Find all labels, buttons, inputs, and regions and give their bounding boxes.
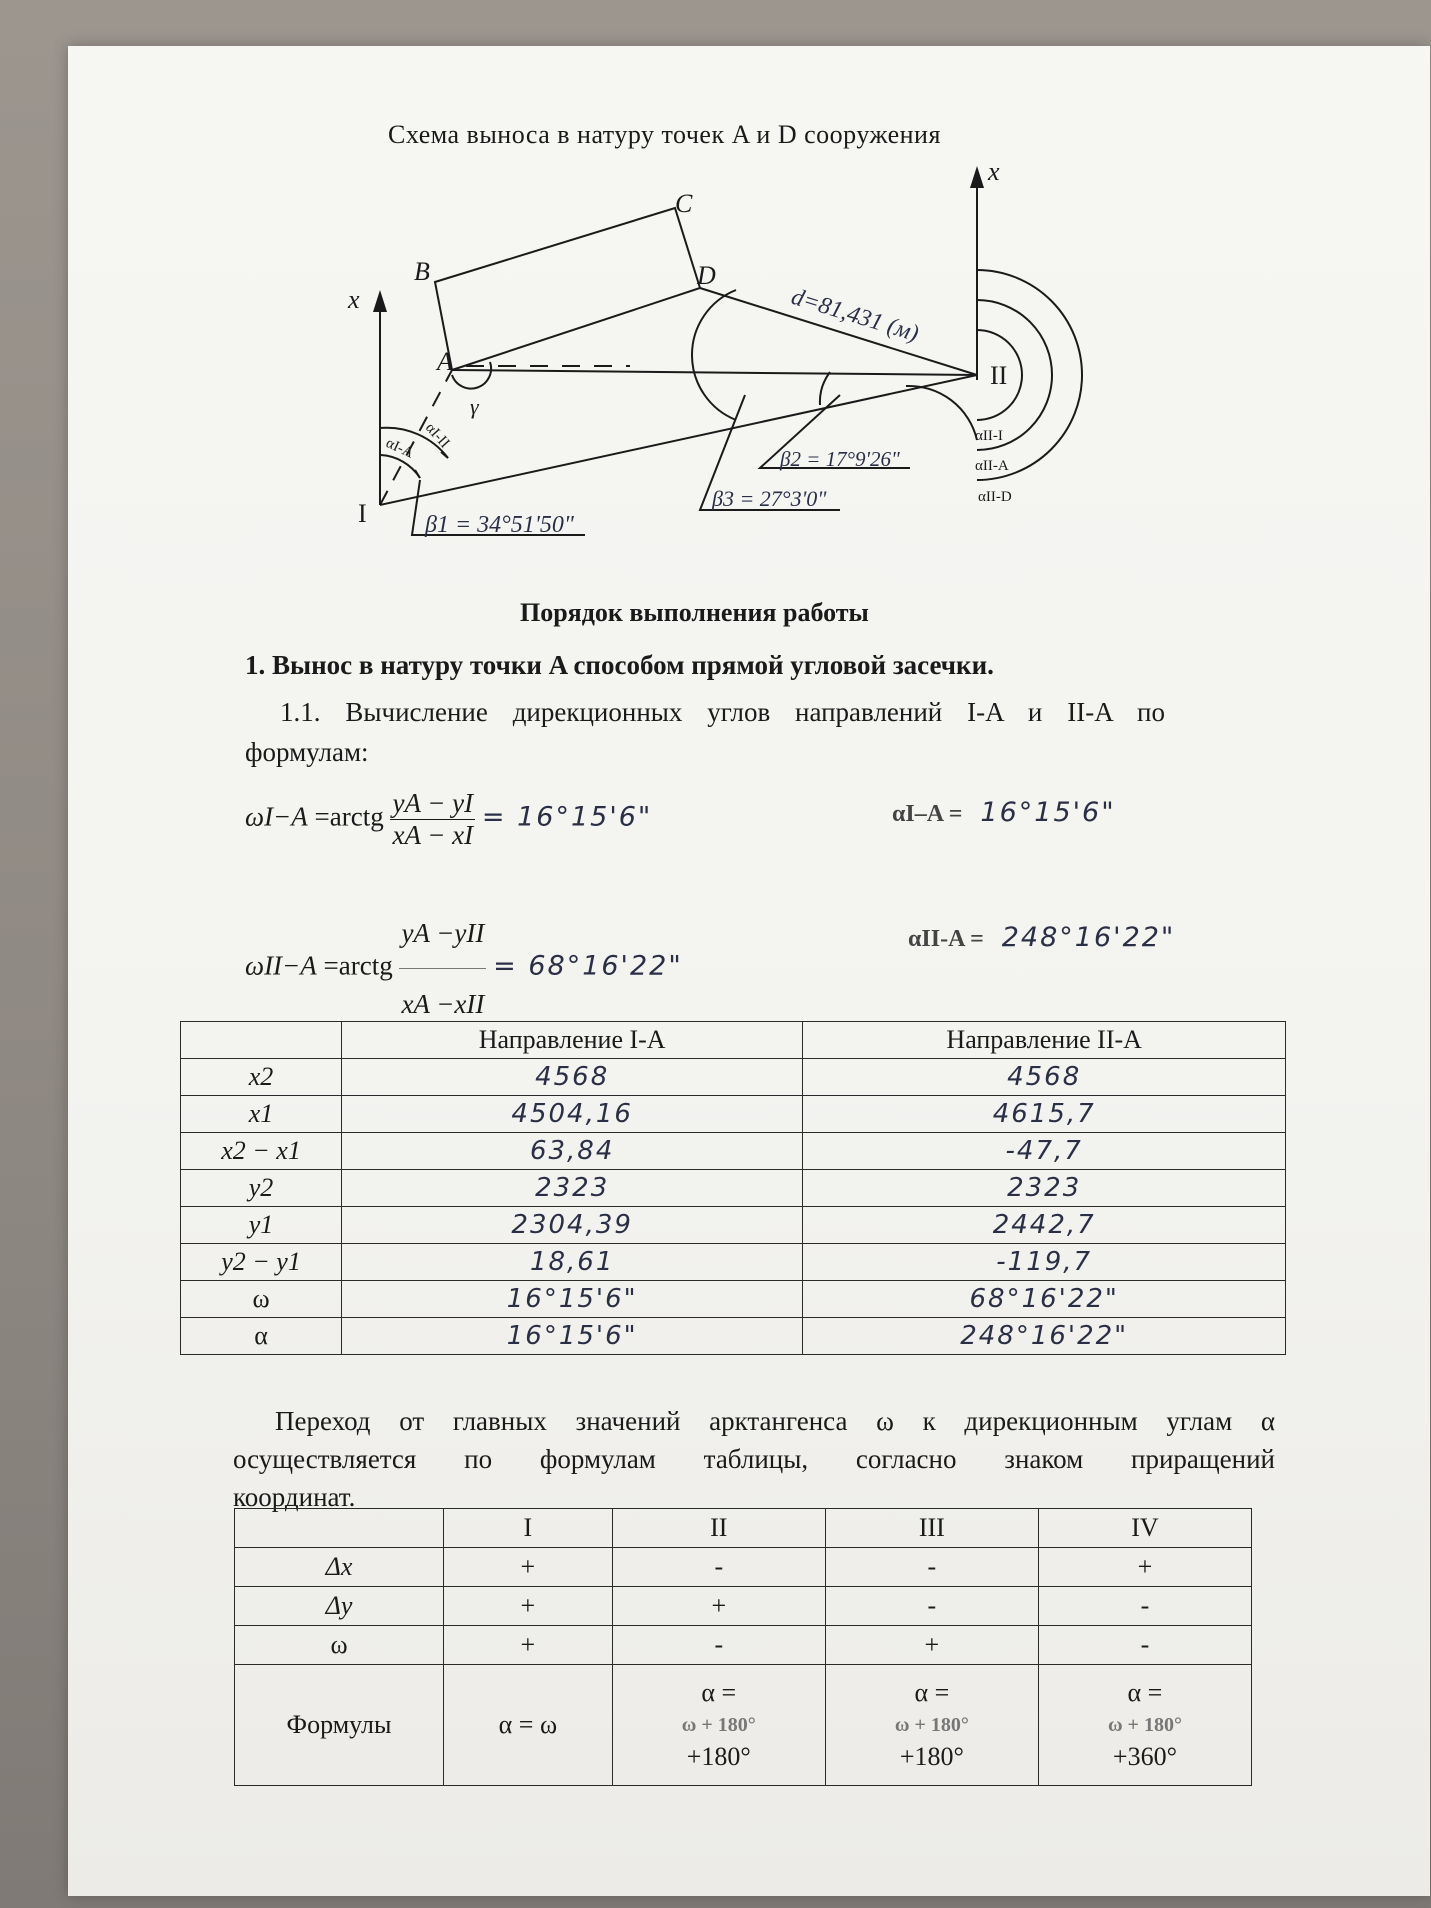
formula1-fraction <box>390 788 475 851</box>
building-outline <box>435 208 700 370</box>
table-row <box>235 1587 1252 1626</box>
transition-line3: координат. <box>233 1482 356 1512</box>
table2-header-III: III <box>825 1509 1038 1548</box>
table2-header-I: I <box>444 1509 613 1548</box>
label-A: A <box>437 347 453 376</box>
handwritten-beta3: β3 = 27°3'0" <box>712 486 827 511</box>
formula-III-line3: +180° <box>899 1742 964 1771</box>
handwritten-beta1: β1 = 34°51'50" <box>425 512 574 538</box>
row-label: x2 <box>181 1059 342 1096</box>
table-row <box>181 1170 1286 1207</box>
table1-header-I-A: Направление I-A <box>342 1022 803 1059</box>
formula1-lhs: ωI−A <box>245 801 308 832</box>
row-label: ω <box>181 1281 342 1318</box>
cell-I-A: 18,61 <box>342 1244 803 1281</box>
row-label: y2 <box>181 1170 342 1207</box>
row-label: α <box>181 1318 342 1355</box>
sign-cell: + <box>1038 1548 1251 1587</box>
directions-table <box>180 1021 1286 1355</box>
formula-row <box>235 1665 1252 1786</box>
formula2-lhs: ωII−A <box>245 950 317 981</box>
formula2-result: = 68°16'22" <box>493 950 683 982</box>
table-row <box>181 1318 1286 1355</box>
alpha-I-A-value: 16°15'6" <box>980 797 1116 828</box>
sign-cell: - <box>825 1587 1038 1626</box>
formula-II <box>612 1665 825 1786</box>
formula-IV-line2: ω + 180° <box>1107 1714 1182 1736</box>
cell-I-A: 16°15'6" <box>342 1318 803 1355</box>
table-row <box>181 1133 1286 1170</box>
alpha-I-A-label: αI–A = <box>892 801 963 827</box>
cell-II-A: 4568 <box>803 1059 1286 1096</box>
formula2-num: yA −yII <box>399 898 486 969</box>
row-label: Δx <box>235 1548 444 1587</box>
diagram-title: Схема выноса в натуру точек A и D сооружения <box>388 120 941 149</box>
label-alpha-I-II: αI-II <box>422 419 453 452</box>
formula-IV <box>1038 1665 1251 1786</box>
cell-I-A: 4568 <box>342 1059 803 1096</box>
cell-II-A: 2323 <box>803 1170 1286 1207</box>
formula-omega-II-A <box>245 898 683 1039</box>
alpha-II-A-label: αII-A = <box>908 926 984 952</box>
table1-header-row <box>181 1022 1286 1059</box>
row-label: Δy <box>235 1587 444 1626</box>
paragraph-1-1 <box>245 692 1165 772</box>
label-alpha-I-A: αI-A <box>383 435 417 462</box>
transition-paragraph <box>233 1402 1275 1516</box>
formula1-num: yA − yI <box>392 788 474 818</box>
formula-omega-I-A <box>245 788 652 851</box>
label-II: II <box>990 361 1008 390</box>
table-row <box>235 1626 1252 1665</box>
table2-header-row <box>235 1509 1252 1548</box>
table-row <box>181 1281 1286 1318</box>
formula-II-line2: ω + 180° <box>681 1714 756 1736</box>
sign-cell: + <box>825 1626 1038 1665</box>
cell-I-A: 2323 <box>342 1170 803 1207</box>
transition-line1: Переход от главных значений арктангенса ω к дирекционным углам α <box>275 1406 1275 1436</box>
formula-III-line2: ω + 180° <box>894 1714 969 1736</box>
stakeout-diagram <box>0 0 1431 560</box>
label-alpha-II-A: αII-A <box>975 458 1009 474</box>
formula-IV-line1: α = <box>1127 1678 1163 1707</box>
p11-line2: формулам: <box>245 737 369 767</box>
order-heading: Порядок выполнения работы <box>520 598 869 627</box>
formula-I: α = ω <box>444 1665 613 1786</box>
table-row <box>235 1548 1252 1587</box>
formula-II-line3: +180° <box>686 1742 751 1771</box>
table-row <box>181 1207 1286 1244</box>
sign-cell: - <box>825 1548 1038 1587</box>
table-row <box>181 1096 1286 1133</box>
label-D: D <box>697 261 716 290</box>
cell-I-A: 16°15'6" <box>342 1281 803 1318</box>
transition-line2: осуществляется по формулам таблицы, согласно знаком приращений <box>233 1444 1275 1474</box>
formula2-eq: =arctg <box>323 950 393 981</box>
cell-II-A: 4615,7 <box>803 1096 1286 1133</box>
right-axis-arrow <box>970 166 984 188</box>
cell-I-A: 63,84 <box>342 1133 803 1170</box>
sign-cell: - <box>612 1626 825 1665</box>
label-alpha-II-D: αII-D <box>978 489 1012 505</box>
formula-IV-line3: +360° <box>1112 1742 1177 1771</box>
row-label: y1 <box>181 1207 342 1244</box>
table1-header-blank <box>181 1022 342 1059</box>
formula2-fraction <box>399 898 486 1039</box>
handwritten-distance: d=81,431 (м) <box>788 283 922 348</box>
alpha-I-A-line <box>892 797 1116 828</box>
row-label: ω <box>235 1626 444 1665</box>
quadrant-table <box>234 1508 1252 1786</box>
alpha-II-A-value: 248°16'22" <box>1001 922 1176 953</box>
p11-line1: 1.1. Вычисление дирекционных углов направлений I-A и II-A по <box>280 697 1165 727</box>
cell-II-A: -47,7 <box>803 1133 1286 1170</box>
table1-header-II-A: Направление II-A <box>803 1022 1286 1059</box>
arc-beta2 <box>820 372 830 405</box>
table2-header-blank <box>235 1509 444 1548</box>
cell-II-A: 2442,7 <box>803 1207 1286 1244</box>
section1-heading: 1. Вынос в натуру точки A способом прямой угловой засечки. <box>245 650 994 680</box>
table-row <box>181 1244 1286 1281</box>
formula-III-line1: α = <box>914 1678 950 1707</box>
table2-header-IV: IV <box>1038 1509 1251 1548</box>
formula1-eq: =arctg <box>314 801 384 832</box>
sign-cell: + <box>612 1587 825 1626</box>
table2-header-II: II <box>612 1509 825 1548</box>
formula-II-line1: α = <box>701 1678 737 1707</box>
label-alpha-II-I: αII-I <box>975 428 1003 444</box>
formula1-result: = 16°15'6" <box>481 801 653 833</box>
label-x-right: x <box>988 157 1000 186</box>
cell-I-A: 2304,39 <box>342 1207 803 1244</box>
cell-II-A: 248°16'22" <box>803 1318 1286 1355</box>
row-label: x2 − x1 <box>181 1133 342 1170</box>
label-I: I <box>358 499 367 528</box>
sign-cell: - <box>1038 1626 1251 1665</box>
formula1-den: xA − xI <box>392 820 474 850</box>
formula-row-label: Формулы <box>235 1665 444 1786</box>
row-label: y2 − y1 <box>181 1244 342 1281</box>
line-A-II <box>452 370 977 375</box>
sign-cell: + <box>444 1626 613 1665</box>
label-gamma: γ <box>470 394 479 419</box>
alpha-II-A-line <box>908 922 1175 953</box>
arc-beta3 <box>692 290 736 420</box>
handwritten-beta2: β2 = 17°9'26" <box>780 447 900 471</box>
label-C: C <box>675 189 693 218</box>
table-row <box>181 1059 1286 1096</box>
cell-I-A: 4504,16 <box>342 1096 803 1133</box>
formula2-den: xA −xII <box>401 989 485 1019</box>
sign-cell: + <box>444 1587 613 1626</box>
sign-cell: - <box>1038 1587 1251 1626</box>
left-axis-arrow <box>373 290 387 312</box>
cell-II-A: 68°16'22" <box>803 1281 1286 1318</box>
label-B: B <box>414 257 430 286</box>
sign-cell: + <box>444 1548 613 1587</box>
label-x-left: x <box>348 285 360 314</box>
sign-cell: - <box>612 1548 825 1587</box>
cell-II-A: -119,7 <box>803 1244 1286 1281</box>
formula-III <box>825 1665 1038 1786</box>
row-label: x1 <box>181 1096 342 1133</box>
